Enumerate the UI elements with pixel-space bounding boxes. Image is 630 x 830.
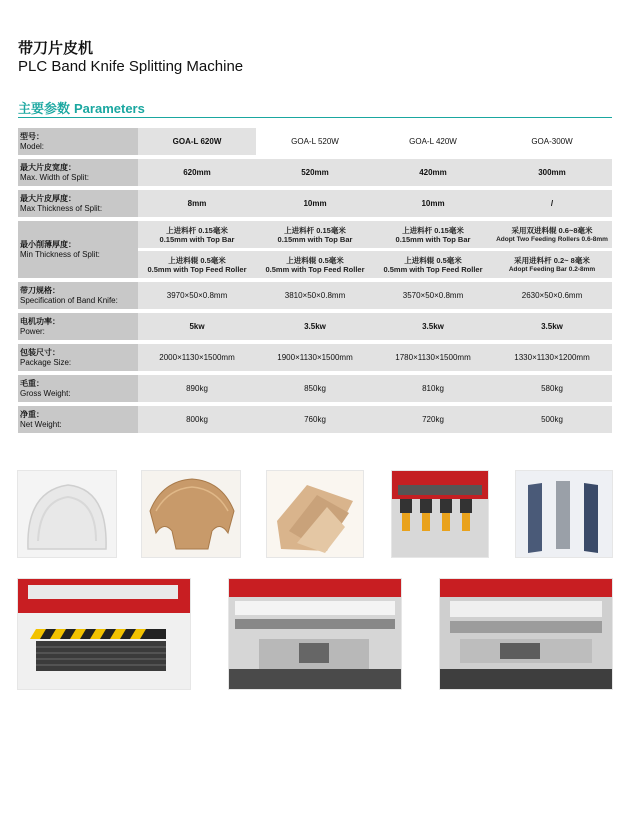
table-row <box>18 190 612 217</box>
table-row <box>18 406 612 433</box>
table-row <box>18 282 612 309</box>
table-cell: 5kw <box>138 313 256 340</box>
table-cell: 420mm <box>374 159 492 186</box>
row-label: 净重： Net Weight: <box>18 406 138 433</box>
table-cell: 3970×50×0.8mm <box>138 282 256 309</box>
table-cell: 500kg <box>492 406 612 433</box>
parameters-heading <box>18 98 145 117</box>
table-cell: 580kg <box>492 375 612 402</box>
sample-photo-tan-leather <box>141 470 241 558</box>
table-cell: 1330×1130×1200mm <box>492 344 612 371</box>
row-label: 最小削薄厚度： Min Thickness of Split: <box>18 221 138 278</box>
table-cell <box>374 221 492 278</box>
table-cell: 760kg <box>256 406 374 433</box>
knife-guide-photo <box>439 578 613 690</box>
row-label: 最大片皮宽度： Max. Width of Split: <box>18 159 138 186</box>
table-cell: GOA-L 520W <box>256 128 374 155</box>
cell-text: Adopt Feeding Bar 0.2-8mm <box>508 265 596 273</box>
table-cell: 520mm <box>256 159 374 186</box>
cell-text: 0.5mm with Top Feed Roller <box>383 264 483 274</box>
row-label: 电机功率： Power: <box>18 313 138 340</box>
cell-text: 0.15mm with Top Bar <box>395 234 471 244</box>
cell-text: 0.5mm with Top Feed Roller <box>147 264 247 274</box>
cell-text: 0.15mm with Top Bar <box>277 234 353 244</box>
cell-text: 0.15mm with Top Bar <box>159 234 235 244</box>
machine-feed-table-photo <box>17 578 191 690</box>
parameters-heading-cn: 主要参数 <box>18 101 71 116</box>
table-cell: GOA-L 620W <box>138 128 256 155</box>
cell-text: 上进料杆 0.15毫米 <box>284 225 346 235</box>
table-cell: 720kg <box>374 406 492 433</box>
cell-text: 上进料杆 0.15毫米 <box>402 225 464 235</box>
row-label: 包装尺寸： Package Size: <box>18 344 138 371</box>
table-cell <box>138 221 256 278</box>
table-cell: 1900×1130×1500mm <box>256 344 374 371</box>
table-row <box>18 375 612 402</box>
table-cell: GOA-L 420W <box>374 128 492 155</box>
table-cell: 3.5kw <box>492 313 612 340</box>
table-row <box>18 221 612 278</box>
table-cell: 3810×50×0.8mm <box>256 282 374 309</box>
table-cell: 300mm <box>492 159 612 186</box>
table-cell: GOA-300W <box>492 128 612 155</box>
table-cell: 810kg <box>374 375 492 402</box>
parameters-heading-en: Parameters <box>74 101 145 116</box>
table-cell <box>256 221 374 278</box>
feed-roller-detail-photo <box>391 470 489 558</box>
cell-text: Adopt Two Feeding Rollers 0.6-8mm <box>496 235 608 243</box>
title-chinese: 带刀片皮机 <box>18 40 94 57</box>
cell-text: 上进料辊 0.5毫米 <box>168 255 226 265</box>
grinding-stones-photo <box>515 470 613 558</box>
row-label: 型号： Model: <box>18 128 138 155</box>
table-row <box>18 344 612 371</box>
table-cell: 3570×50×0.8mm <box>374 282 492 309</box>
table-cell: / <box>492 190 612 217</box>
table-cell: 1780×1130×1500mm <box>374 344 492 371</box>
table-cell: 850kg <box>256 375 374 402</box>
table-cell: 3.5kw <box>374 313 492 340</box>
table-cell: 620mm <box>138 159 256 186</box>
table-cell <box>492 221 612 278</box>
row-label: 带刀规格： Specification of Band Knife: <box>18 282 138 309</box>
sample-photo-split-leather-pieces <box>266 470 364 558</box>
sample-photo-white-leather <box>17 470 117 558</box>
table-cell: 800kg <box>138 406 256 433</box>
table-row <box>18 313 612 340</box>
table-cell: 2000×1130×1500mm <box>138 344 256 371</box>
table-cell: 10mm <box>256 190 374 217</box>
cell-text: 上进料辊 0.5毫米 <box>404 255 462 265</box>
row-label: 毛重： Gross Weight: <box>18 375 138 402</box>
heading-divider <box>18 117 612 118</box>
roller-assembly-photo <box>228 578 402 690</box>
table-row <box>18 128 612 155</box>
table-cell: 10mm <box>374 190 492 217</box>
table-cell: 2630×50×0.6mm <box>492 282 612 309</box>
row-label: 最大片皮厚度： Max Thickness of Split: <box>18 190 138 217</box>
cell-text: 上进料辊 0.5毫米 <box>286 255 344 265</box>
table-cell: 3.5kw <box>256 313 374 340</box>
table-cell: 8mm <box>138 190 256 217</box>
parameters-table <box>18 124 612 437</box>
cell-text: 0.5mm with Top Feed Roller <box>265 264 365 274</box>
table-cell: 890kg <box>138 375 256 402</box>
cell-text: 采用双进料辊 0.6~8毫米 <box>511 225 593 235</box>
title-english: PLC Band Knife Splitting Machine <box>18 58 244 75</box>
table-row <box>18 159 612 186</box>
cell-text: 采用进料杆 0.2~ 8毫米 <box>514 255 590 265</box>
cell-text: 上进料杆 0.15毫米 <box>166 225 228 235</box>
